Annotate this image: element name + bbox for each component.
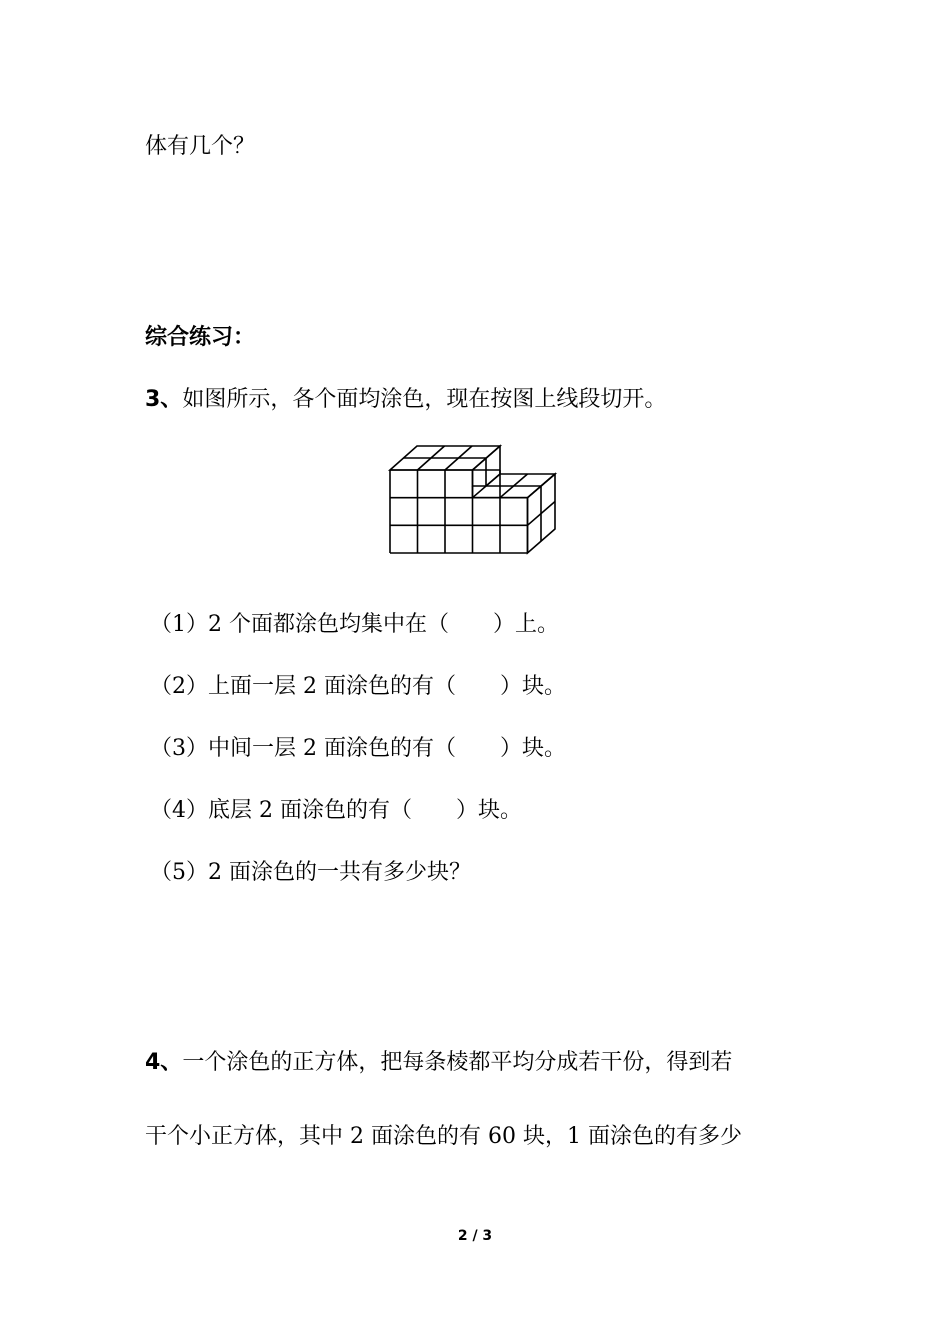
continuation-text: 体有几个？ [145,134,256,159]
top-surface-upper [390,446,500,470]
front-face-step [500,498,528,553]
question-4-text-1: 一个涂色的正方体，把每条棱都平均分成若干份，得到若 [182,1050,733,1075]
section-heading: 综合练习： [145,325,256,350]
front-face [390,470,500,553]
side-upper [473,446,501,486]
question-4-number: 4、 [145,1050,183,1075]
page-number: 2 / 3 [457,1228,493,1244]
cube-stack-figure [385,440,565,560]
q3-item-2: （2）上面一层 2 面涂色的有（ ）块。 [150,674,566,699]
question-3 [145,385,666,415]
question-4-line-1 [145,1048,732,1078]
q3-item-1: （1）2 个面都涂色均集中在（ ）上。 [150,612,559,637]
question-4-line-2: 干个小正方体，其中 2 面涂色的有 60 块，1 面涂色的有多少 [145,1124,742,1149]
question-3-text: 如图所示，各个面均涂色，现在按图上线段切开。 [182,387,667,412]
q3-item-3: （3）中间一层 2 面涂色的有（ ）块。 [150,736,566,761]
q3-item-4: （4）底层 2 面涂色的有（ ）块。 [150,798,522,823]
question-3-number: 3、 [145,387,183,412]
q3-item-5: （5）2 面涂色的一共有多少块？ [150,860,471,885]
